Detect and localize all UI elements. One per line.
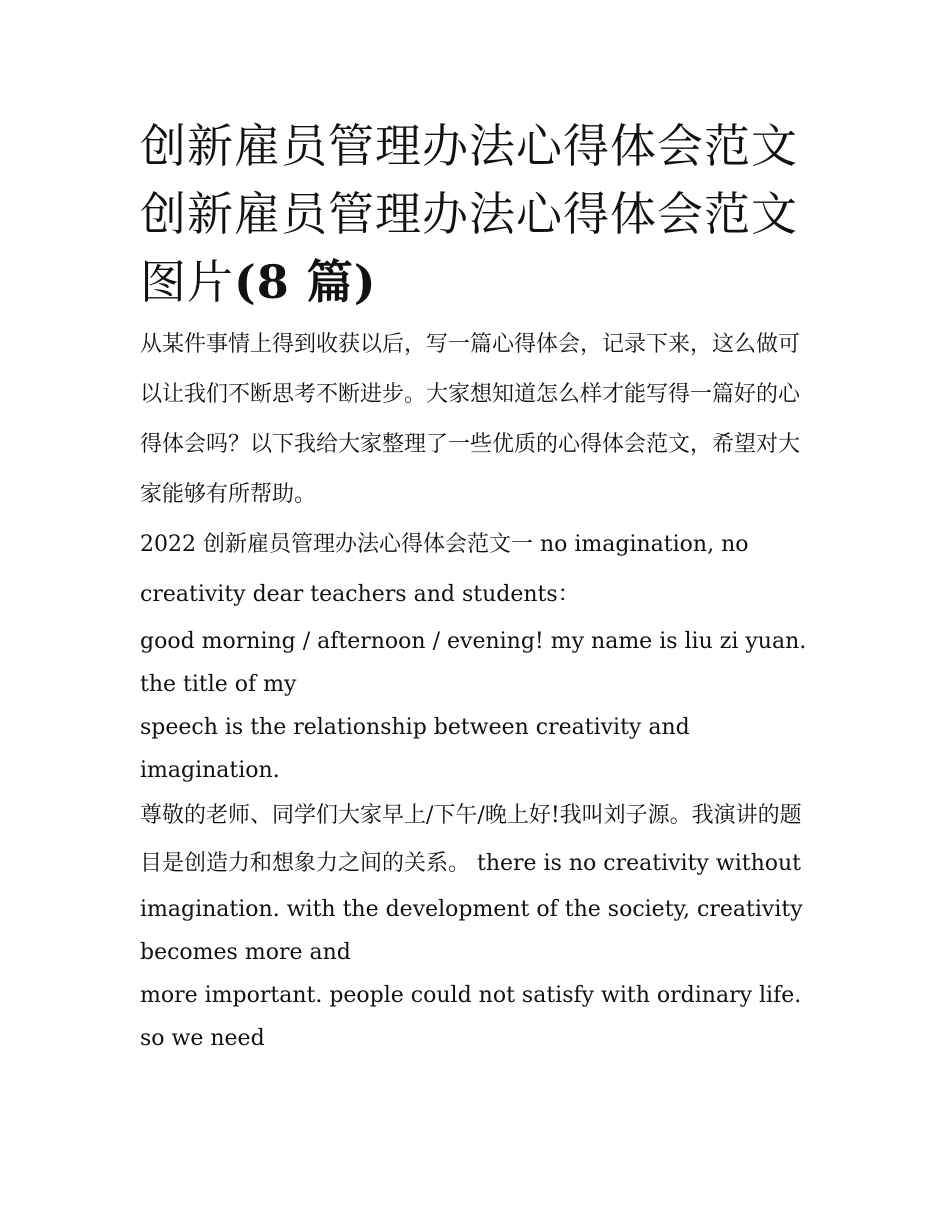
intro-paragraph: 从某件事情上得到收获以后，写一篇心得体会，记录下来，这么做可以让我们不断思考不断进步。大家想知道怎么样才能写得一篇好的心得体会吗？以下我给大家整理了一些优质的心得体会范文，希望对大家能够有所帮助。 — [140, 332, 801, 507]
document-page — [140, 112, 820, 1060]
title-text: 创新雇员管理办法心得体会范文 创新雇员管理办法心得体会范文图片 — [140, 119, 798, 309]
body-line-3: 尊敬的老师、同学们大家早上/下午/晚上好!我叫刘子源。我演讲的题目是创造力和想象力之间的关系。 there is no creativity without — [140, 803, 802, 876]
body-line-1: good morning / afternoon / evening! my name is liu zi yuan. the title of my — [140, 629, 807, 697]
document-title — [140, 112, 820, 316]
body-line-5: more important. people could not satisfy with ordinary life. so we need — [140, 983, 802, 1051]
body-line-4: imagination. with the development of the society, creativity becomes more and — [140, 897, 803, 965]
title-count: (8 篇) — [234, 255, 377, 309]
body-line-2: speech is the relationship between creativity and imagination. — [140, 715, 690, 783]
section-heading: 2022 创新雇员管理办法心得体会范文一 no imagination, no creativity dear teachers and students： — [140, 532, 749, 607]
